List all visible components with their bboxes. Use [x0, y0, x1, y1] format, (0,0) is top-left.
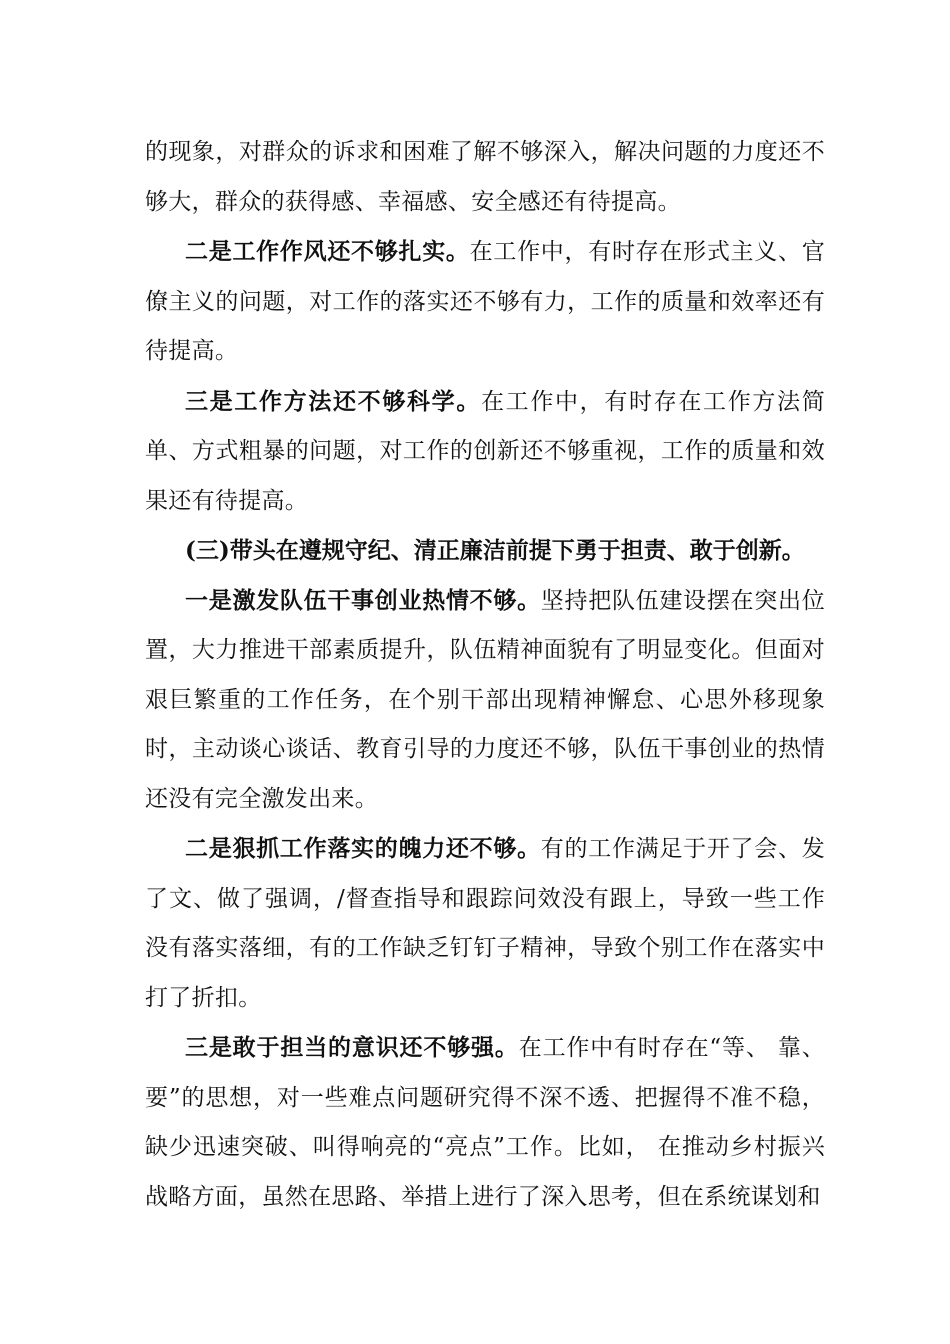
paragraph-2 [145, 227, 825, 377]
paragraph-6 [145, 1023, 825, 1222]
paragraph-6-lead: 三是敢于担当的意识还不够强。 [185, 1034, 519, 1061]
paragraph-3 [145, 377, 825, 527]
paragraph-5-text: 有的工作满足于开了会、发了文、做了强调，/督查指导和跟踪问效没有跟上，导致一些工作没有落实落细，有的工作缺乏钉钉子精神，导致个别工作在落实中打了折扣。 [145, 836, 826, 1011]
paragraph-5 [145, 824, 825, 1023]
paragraph-5-lead: 二是狠抓工作落实的魄力还不够。 [185, 835, 541, 862]
paragraph-4-text: 坚持把队伍建设摆在突出位置，大力推进干部素质提升，队伍精神面貌有了明显变化。但面对艰巨繁重的工作任务，在个别干部出现精神懈怠、心思外移现象时，主动谈心谈话、教育引导的力度还不够，队伍干事创业的热情还没有完全激发出来。 [145, 587, 826, 812]
paragraph-6-text: 在工作中有时存在“等、 靠、要”的思想，对一些难点问题研究得不深不透、把握得不准不稳，缺少迅速突破、叫得响亮的“亮点”工作。比如， 在推动乡村振兴战略方面，虽然在思路、举措上进行了深入思考，但在系统谋划和 [145, 1035, 825, 1210]
paragraph-1 [145, 128, 825, 227]
paragraph-3-text: 在工作中，有时存在工作方法简单、方式粗暴的问题，对工作的创新还不够重视，工作的质量和效果还有待提高。 [145, 388, 825, 514]
paragraph-4 [145, 576, 825, 825]
paragraph-2-lead: 二是工作作风还不够扎实。 [185, 238, 470, 265]
document-page [145, 128, 825, 1222]
paragraph-1-text: 的现象，对群众的诉求和困难了解不够深入，解决问题的力度还不够大，群众的获得感、幸福感、安全感还有待提高。 [145, 139, 825, 215]
section-heading: (三)带头在遵规守纪、清正廉洁前提下勇于担责、敢于创新。 [185, 537, 805, 564]
paragraph-3-lead: 三是工作方法还不够科学。 [185, 387, 482, 415]
paragraph-4-lead: 一是激发队伍干事创业热情不够。 [185, 586, 541, 614]
paragraph-2-text: 在工作中，有时存在形式主义、官僚主义的问题，对工作的落实还不够有力，工作的质量和效率还有待提高。 [145, 239, 826, 364]
